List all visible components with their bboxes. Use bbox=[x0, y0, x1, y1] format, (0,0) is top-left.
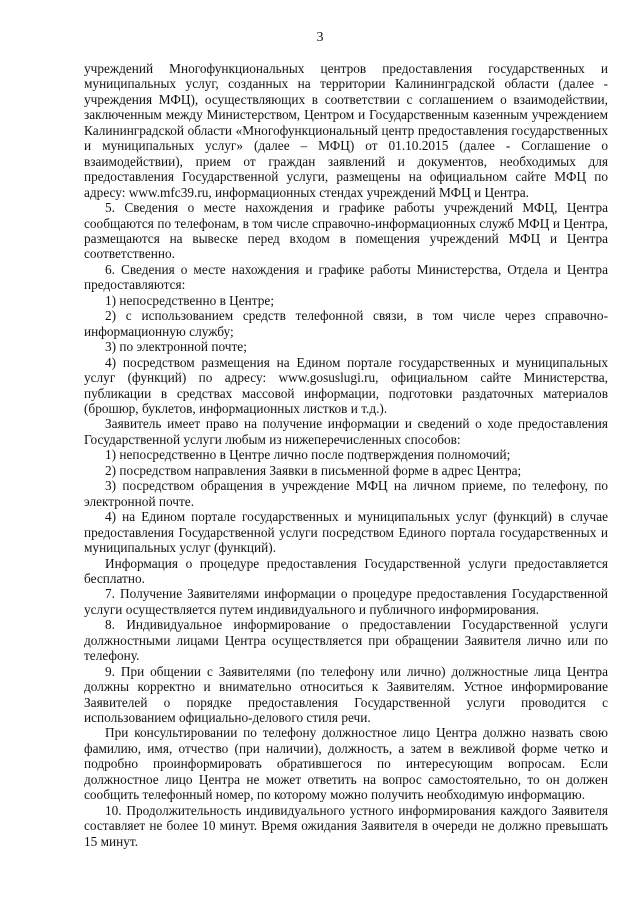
paragraph: 1) непосредственно в Центре; bbox=[105, 292, 275, 308]
paragraph: Заявитель имеет право на получение информации и сведений о ходе предоставления Государственной услуги любым из нижеперечисленных способов: bbox=[84, 416, 608, 447]
paragraph: 9. При общении с Заявителями (по телефону или лично) должностные лица Центра должны корректно и внимательно относиться к Заявителям. Устное информирование Заявителей о порядке предоставления Государственной услуги проводится с использованием официально-делового стиля речи. bbox=[84, 663, 608, 726]
paragraph: 3) посредством обращения в учреждение МФЦ на личном приеме, по телефону, по электронной почте. bbox=[84, 478, 608, 509]
paragraph: 4) на Едином портале государственных и муниципальных услуг (функций) в случае предоставления Государственной услуги посредством Единого портала государственных и муниципальных услуг (функций). bbox=[84, 509, 608, 556]
paragraph: При консультировании по телефону должностное лицо Центра должно назвать свою фамилию, имя, отчество (при наличии), должность, а затем в вежливой форме четко и подробно проинформировать обратившегося по интересующим вопросам. Если должностное лицо Центра не может ответить на вопрос самостоятельно, то он должен сообщить телефонный номер, по которому можно получить необходимую информацию. bbox=[84, 725, 608, 803]
paragraph: 6. Сведения о месте нахождения и графике работы Министерства, Отдела и Центра предоставляются: bbox=[84, 261, 608, 293]
paragraph: 4) посредством размещения на Едином портале государственных и муниципальных услуг (функций) по адресу: www.gosuslugi.ru, официальном сайте Министерства, публикации в средствах массовой информации, подготовки раздаточных материалов (брошюр, буклетов, информационных листков и т.д.). bbox=[84, 354, 608, 416]
paragraph: учреждений Многофункциональных центров предоставления государственных и муниципальных услуг, созданных на территории Калининградской области (далее - учреждения МФЦ), осуществляющих в соответствии с соглашением о взаимодействии, заключенным между Министерством, Центром и Государственным казенным учреждением Калининградской области «Многофункциональный центр предоставления государственных и муниципальных услуг» (далее – МФЦ) от 01.10.2015 (далее - Соглашение о взаимодействии), прием от граждан заявлений и документов, необходимых для предоставления Государственной услуги, размещены на официальном сайте МФЦ по адресу: www.mfc39.ru, информационных стендах учреждений МФЦ и Центра. bbox=[84, 61, 608, 200]
paragraph: Информация о процедуре предоставления Государственной услуги предоставляется бесплатно. bbox=[84, 555, 608, 586]
paragraph: 5. Сведения о месте нахождения и графике работы учреждений МФЦ, Центра сообщаются по телефонам, в том числе справочно-информационных служб МФЦ и Центра, размещаются на вывеске перед входом в помещения учреждений МФЦ и Центра соответственно. bbox=[84, 200, 608, 262]
paragraph: 10. Продолжительность индивидуального устного информирования каждого Заявителя составляет не более 10 минут. Время ожидания Заявителя в очереди не должно превышать 15 минут. bbox=[84, 802, 608, 849]
paragraph: 3) по электронной почте; bbox=[105, 339, 247, 355]
paragraph: 2) посредством направления Заявки в письменной форме в адрес Центра; bbox=[105, 462, 522, 478]
paragraph: 7. Получение Заявителями информации о процедуре предоставления Государственной услуги осуществляется путем индивидуального и публичного информирования. bbox=[84, 586, 608, 617]
page-number: 3 bbox=[316, 30, 324, 45]
paragraph: 2) с использованием средств телефонной связи, в том числе через справочно-информационную службу; bbox=[84, 308, 608, 339]
paragraph: 1) непосредственно в Центре лично после подтверждения полномочий; bbox=[105, 447, 511, 463]
document-body bbox=[84, 61, 608, 849]
paragraph: 8. Индивидуальное информирование о предоставлении Государственной услуги должностными лицами Центра осуществляется при обращении Заявителя лично или по телефону. bbox=[84, 617, 608, 664]
